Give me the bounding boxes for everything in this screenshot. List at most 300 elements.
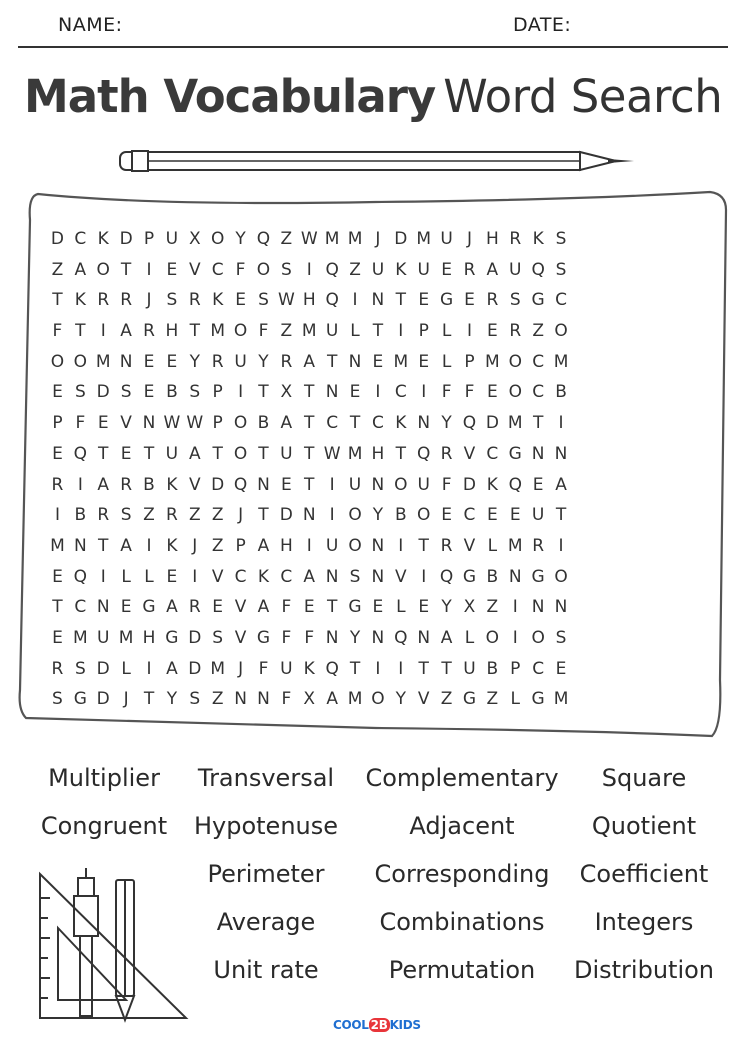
grid-letter: O (50, 351, 65, 372)
grid-row (46, 347, 572, 378)
grid-letter: Z (211, 689, 224, 710)
grid-letter: B (143, 474, 155, 495)
grid-letter: G (348, 597, 362, 618)
grid-letter: E (212, 597, 224, 618)
grid-letter: M (347, 229, 363, 249)
grid-row (46, 224, 572, 255)
grid-letter: I (77, 474, 83, 495)
word-list-item: Transversal (197, 764, 335, 792)
grid-letter: M (347, 443, 363, 464)
grid-letter: U (463, 658, 476, 679)
grid-letter: I (192, 566, 198, 587)
grid-letter: N (325, 566, 339, 587)
grid-letter: C (394, 382, 407, 403)
grid-letter: N (257, 474, 270, 495)
grid-letter: E (349, 382, 361, 403)
grid-letter: S (166, 290, 178, 311)
grid-letter: C (532, 658, 545, 679)
grid-letter: O (233, 443, 248, 464)
grid-letter: I (306, 535, 312, 556)
grid-letter: E (372, 351, 384, 372)
grid-letter: O (96, 259, 110, 280)
grid-letter: T (418, 658, 429, 679)
grid-letter: S (349, 566, 361, 587)
grid-letter: K (166, 535, 178, 556)
grid-letter: E (52, 443, 63, 464)
grid-letter: N (554, 597, 568, 618)
grid-letter: P (235, 535, 246, 556)
grid-letter: Q (325, 259, 339, 280)
cool2bkids-logo: COOL 2B KIDS (333, 1018, 421, 1032)
grid-letter: C (74, 597, 87, 618)
grid-letter: K (395, 259, 407, 280)
grid-letter: L (441, 351, 452, 372)
grid-letter: Y (395, 689, 406, 710)
grid-letter: M (553, 351, 569, 372)
grid-row (46, 377, 572, 408)
grid-letter: V (394, 566, 407, 587)
grid-letter: M (324, 229, 340, 249)
grid-letter: C (555, 290, 567, 311)
grid-letter: E (372, 597, 384, 618)
grid-letter: N (371, 566, 385, 587)
grid-letter: B (166, 382, 178, 403)
grid-letter: T (98, 443, 109, 464)
grid-row (46, 592, 572, 623)
grid-letter: M (553, 689, 569, 710)
grid-letter: Q (508, 474, 522, 495)
grid-letter: T (326, 351, 338, 372)
grid-letter: U (280, 658, 293, 679)
grid-letter: O (256, 259, 271, 280)
grid-letter: E (143, 382, 155, 403)
grid-letter: E (509, 505, 521, 526)
grid-letter: S (74, 658, 86, 679)
word-list-item: Hypotenuse (193, 812, 339, 840)
grid-letter: E (166, 259, 178, 280)
grid-letter: A (555, 474, 567, 495)
grid-letter: N (554, 443, 568, 464)
grid-letter: J (238, 658, 244, 679)
grid-letter: H (485, 229, 499, 249)
grid-letter: D (96, 382, 110, 403)
grid-letter: I (54, 505, 60, 526)
grid-letter: U (371, 259, 385, 280)
grid-letter: I (329, 505, 335, 526)
grid-letter: E (555, 658, 567, 679)
grid-letter: F (75, 413, 86, 434)
grid-letter: V (211, 566, 224, 587)
grid-letter: I (100, 566, 106, 587)
grid-letter: N (371, 290, 385, 311)
grid-letter: I (238, 382, 244, 403)
grid-letter: S (212, 627, 224, 648)
grid-letter: S (189, 689, 201, 710)
grid-letter: T (143, 689, 155, 710)
grid-letter: T (52, 597, 63, 618)
grid-letter: Q (325, 290, 339, 311)
grid-letter: Q (417, 443, 431, 464)
grid-letter: N (325, 382, 339, 403)
word-list-item: Multiplier (48, 764, 160, 792)
grid-letter: N (142, 413, 156, 434)
header-divider (18, 46, 728, 48)
grid-letter: R (509, 229, 522, 249)
grid-letter: U (165, 443, 179, 464)
date-label: DATE: (513, 14, 572, 36)
grid-letter: I (352, 290, 358, 311)
title-light-part: Word Search (443, 70, 723, 123)
grid-letter: Z (349, 259, 361, 280)
grid-letter: I (146, 658, 152, 679)
word-list-item: Coefficient (579, 860, 709, 888)
grid-letter: J (466, 229, 472, 249)
grid-letter: O (233, 413, 248, 434)
grid-letter: V (234, 597, 247, 618)
grid-letter: N (348, 351, 362, 372)
word-list-item: Quotient (591, 812, 697, 840)
grid-letter: A (257, 597, 270, 618)
grid-letter: F (441, 382, 452, 403)
grid-letter: A (188, 443, 201, 464)
grid-letter: R (211, 351, 224, 372)
grid-letter: G (531, 566, 545, 587)
grid-letter: G (439, 290, 454, 311)
grid-letter: J (238, 505, 244, 526)
grid-letter: E (143, 351, 155, 372)
grid-letter: Y (372, 505, 384, 526)
grid-letter: T (441, 658, 452, 679)
grid-letter: N (119, 351, 133, 372)
grid-letter: G (73, 689, 87, 710)
grid-letter: A (303, 566, 316, 587)
grid-letter: X (188, 229, 201, 249)
grid-letter: D (96, 658, 110, 679)
grid-letter: F (464, 382, 475, 403)
grid-letter: E (418, 290, 430, 311)
grid-letter: I (375, 382, 381, 403)
grid-letter: M (485, 351, 500, 372)
grid-letter: Z (280, 229, 293, 249)
grid-letter: V (234, 627, 247, 648)
grid-letter: R (486, 290, 499, 311)
grid-letter: G (531, 689, 545, 710)
grid-letter: S (189, 382, 201, 403)
grid-letter: Z (280, 321, 293, 342)
grid-letter: T (304, 382, 315, 403)
grid-letter: N (257, 689, 270, 710)
grid-letter: S (509, 290, 521, 311)
grid-letter: Y (349, 627, 361, 648)
pencil-icon (118, 146, 638, 178)
grid-letter: G (508, 443, 522, 464)
grid-letter: T (75, 321, 86, 342)
grid-letter: N (508, 566, 522, 587)
grid-letter: U (348, 474, 362, 495)
grid-letter: I (512, 597, 518, 618)
grid-letter: W (323, 443, 341, 464)
grid-letter: R (120, 290, 133, 311)
grid-letter: R (188, 597, 201, 618)
grid-letter: E (532, 474, 544, 495)
grid-letter: O (394, 474, 408, 495)
grid-letter: U (417, 259, 430, 280)
grid-letter: O (348, 535, 362, 556)
grid-letter: E (418, 351, 430, 372)
grid-letter: I (421, 566, 427, 587)
grid-letter: U (325, 321, 339, 342)
grid-letter: I (100, 321, 106, 342)
grid-letter: E (280, 474, 292, 495)
grid-letter: Q (256, 229, 271, 249)
grid-letter: T (418, 535, 429, 556)
grid-letter: T (349, 413, 361, 434)
grid-letter: A (120, 535, 132, 556)
grid-letter: S (52, 689, 63, 710)
grid-letter: M (50, 535, 65, 556)
grid-letter: G (142, 597, 156, 618)
grid-letter: H (371, 443, 385, 464)
grid-letter: F (281, 627, 292, 648)
grid-letter: Z (440, 689, 453, 710)
word-list-item: Unit rate (213, 956, 319, 984)
grid-letter: U (280, 443, 293, 464)
grid-letter: N (302, 505, 316, 526)
grid-row (46, 285, 572, 316)
grid-row (46, 470, 572, 501)
grid-letter: R (440, 443, 453, 464)
grid-letter: X (463, 597, 476, 618)
grid-letter: D (394, 229, 408, 249)
grid-letter: G (165, 627, 179, 648)
grid-letter: J (375, 229, 381, 249)
grid-letter: E (418, 597, 430, 618)
grid-letter: T (395, 290, 406, 311)
grid-letter: K (532, 229, 544, 249)
grid-letter: D (119, 229, 133, 249)
grid-letter: F (258, 658, 269, 679)
grid-letter: E (235, 290, 246, 311)
grid-letter: T (349, 658, 361, 679)
grid-letter: N (371, 474, 385, 495)
grid-letter: F (281, 597, 292, 618)
grid-letter: O (371, 689, 385, 710)
grid-letter: Y (441, 413, 452, 434)
grid-letter: I (306, 259, 312, 280)
grid-letter: K (303, 658, 315, 679)
grid-letter: B (394, 505, 407, 526)
grid-letter: I (398, 321, 404, 342)
grid-row (46, 500, 572, 531)
grid-row (46, 654, 572, 685)
grid-letter: V (463, 535, 476, 556)
grid-letter: H (279, 535, 293, 556)
grid-letter: W (300, 229, 318, 249)
grid-letter: T (120, 259, 132, 280)
grid-letter: P (212, 382, 223, 403)
grid-letter: B (74, 505, 87, 526)
grid-letter: T (555, 505, 567, 526)
grid-letter: E (303, 597, 315, 618)
grid-letter: R (463, 259, 476, 280)
grid-letter: P (510, 658, 521, 679)
grid-letter: P (212, 413, 223, 434)
grid-letter: U (509, 259, 522, 280)
grid-letter: O (348, 505, 362, 526)
grid-letter: R (440, 535, 453, 556)
grid-letter: R (97, 290, 110, 311)
grid-letter: E (441, 259, 452, 280)
grid-letter: I (329, 474, 335, 495)
grid-letter: A (280, 413, 293, 434)
grid-letter: L (487, 535, 498, 556)
grid-letter: S (120, 382, 132, 403)
grid-letter: C (532, 351, 545, 372)
grid-letter: A (303, 351, 316, 372)
grid-letter: Z (532, 321, 544, 342)
grid-letter: M (210, 658, 226, 679)
word-list-item: Integers (594, 908, 694, 936)
grid-letter: G (462, 566, 477, 587)
grid-letter: A (486, 259, 499, 280)
grid-letter: W (163, 413, 181, 434)
grid-letter: Y (166, 689, 178, 710)
grid-letter: I (398, 658, 404, 679)
word-list-item: Adjacent (409, 812, 515, 840)
grid-letter: Z (486, 597, 499, 618)
grid-letter: O (73, 351, 88, 372)
grid-letter: O (554, 566, 568, 587)
grid-letter: M (507, 535, 523, 556)
grid-letter: F (258, 321, 269, 342)
grid-letter: O (485, 627, 500, 648)
grid-letter: A (257, 535, 270, 556)
grid-letter: M (347, 689, 363, 710)
grid-letter: N (371, 627, 385, 648)
grid-letter: J (123, 689, 129, 710)
grid-letter: B (486, 566, 499, 587)
grid-letter: Q (462, 413, 477, 434)
grid-letter: T (372, 321, 384, 342)
grid-letter: Z (143, 505, 155, 526)
grid-letter: D (211, 474, 225, 495)
grid-letter: D (188, 658, 202, 679)
grid-letter: E (52, 566, 63, 587)
grid-letter: E (52, 627, 63, 648)
grid-letter: S (555, 627, 567, 648)
grid-letter: B (555, 382, 567, 403)
grid-letter: T (52, 290, 63, 311)
grid-letter: S (280, 259, 292, 280)
grid-letter: Y (235, 229, 246, 249)
grid-letter: I (421, 382, 427, 403)
grid-letter: U (165, 229, 179, 249)
name-label: NAME: (58, 14, 123, 36)
grid-letter: Z (188, 505, 201, 526)
grid-letter: R (97, 505, 110, 526)
grid-row (46, 316, 572, 347)
grid-letter: I (146, 259, 152, 280)
grid-letter: R (143, 321, 155, 342)
grid-letter: T (258, 443, 269, 464)
grid-letter: X (280, 382, 293, 403)
grid-letter: K (166, 474, 178, 495)
grid-letter: R (188, 290, 201, 311)
grid-letter: Y (258, 351, 269, 372)
grid-letter: U (325, 535, 339, 556)
grid-letter: Q (439, 566, 454, 587)
grid-letter: D (188, 627, 202, 648)
grid-row (46, 684, 572, 715)
grid-letter: U (417, 474, 430, 495)
grid-letter: T (326, 597, 338, 618)
grid-letter: Q (73, 443, 88, 464)
grid-letter: T (258, 382, 269, 403)
grid-letter: I (466, 321, 472, 342)
grid-letter: D (462, 474, 477, 495)
grid-letter: L (121, 566, 131, 587)
grid-letter: O (508, 351, 522, 372)
grid-letter: T (143, 443, 155, 464)
grid-letter: F (304, 627, 315, 648)
grid-letter: R (51, 474, 64, 495)
grid-letter: T (395, 443, 406, 464)
grid-letter: Y (441, 597, 452, 618)
grid-letter: T (212, 443, 223, 464)
grid-letter: S (258, 290, 269, 311)
grid-letter: M (507, 413, 523, 434)
grid-letter: H (302, 290, 316, 311)
grid-letter: G (462, 689, 477, 710)
letter-grid (46, 224, 572, 715)
grid-letter: Z (486, 689, 499, 710)
grid-letter: N (531, 597, 545, 618)
grid-letter: I (558, 413, 564, 434)
grid-letter: E (166, 351, 178, 372)
grid-letter: P (418, 321, 429, 342)
grid-letter: A (120, 321, 132, 342)
grid-letter: E (441, 505, 452, 526)
grid-letter: U (531, 505, 545, 526)
grid-letter: I (558, 535, 564, 556)
grid-letter: V (417, 689, 430, 710)
grid-letter: L (396, 597, 406, 618)
grid-letter: U (234, 351, 247, 372)
grid-letter: C (74, 229, 87, 249)
grid-letter: E (52, 382, 63, 403)
grid-letter: M (416, 229, 432, 249)
word-list-item: Complementary (365, 764, 559, 792)
grid-letter: Z (211, 505, 224, 526)
grid-row (46, 255, 572, 286)
grid-letter: J (192, 535, 198, 556)
grid-letter: C (463, 505, 476, 526)
grid-letter: C (326, 413, 339, 434)
word-list-item: Permutation (388, 956, 536, 984)
grid-letter: S (120, 505, 132, 526)
grid-letter: L (350, 321, 360, 342)
grid-letter: E (486, 321, 498, 342)
grid-letter: P (143, 229, 155, 249)
grid-letter: E (120, 443, 132, 464)
grid-letter: V (463, 443, 476, 464)
grid-letter: N (417, 627, 431, 648)
grid-letter: R (532, 535, 545, 556)
grid-letter: C (234, 566, 247, 587)
grid-letter: M (73, 627, 88, 648)
grid-letter: B (486, 658, 499, 679)
grid-letter: N (417, 413, 431, 434)
